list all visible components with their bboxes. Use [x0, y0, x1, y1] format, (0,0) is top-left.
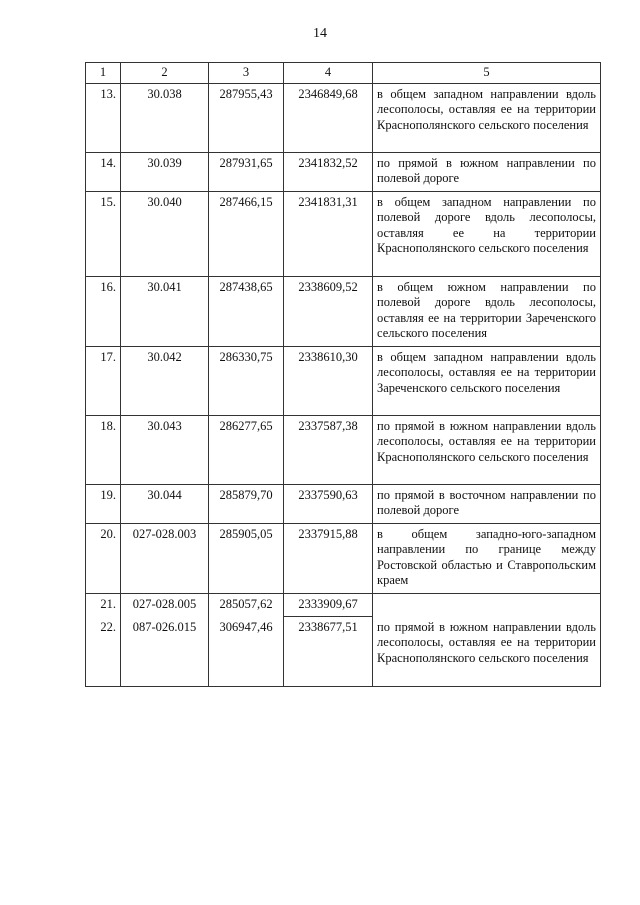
- boundary-description: по прямой в южном направлении вдоль лесополосы, оставляя ее на территории Краснополянского сельского поселения: [373, 415, 601, 484]
- coord-y: 2341832,52: [284, 152, 373, 191]
- header-cell: 3: [209, 63, 284, 84]
- coord-x: 286277,65: [209, 415, 284, 484]
- coord-x: 287466,15: [209, 191, 284, 276]
- boundary-description: в общем южном направлении по полевой дороге вдоль лесополосы, оставляя ее на территории Зареченского сельского поселения: [373, 276, 601, 346]
- boundary-description: по прямой в восточном направлении по полевой дороге: [373, 484, 601, 523]
- coord-x: 287931,65: [209, 152, 284, 191]
- table-header-row: [86, 63, 601, 84]
- row-number: 20.: [86, 523, 121, 593]
- boundary-description: в общем западном направлении по полевой дороге вдоль лесополосы, оставляя ее на территории Краснополянского сельского поселения: [373, 191, 601, 276]
- row-number: 19.: [86, 484, 121, 523]
- boundary-description: по прямой в южном направлении по полевой дороге: [373, 152, 601, 191]
- point-id: 027-028.005: [121, 593, 209, 617]
- coord-y: 2341831,31: [284, 191, 373, 276]
- boundary-description: в общем западном направлении вдоль лесополосы, оставляя ее на территории Зареченского сельского поселения: [373, 346, 601, 415]
- table-row: [86, 152, 601, 191]
- table-row: [86, 523, 601, 593]
- header-cell: 1: [86, 63, 121, 84]
- table-row: [86, 415, 601, 484]
- coord-x: 287955,43: [209, 83, 284, 152]
- row-number: 22.: [86, 617, 121, 687]
- boundary-description: в общем западном направлении вдоль лесополосы, оставляя ее на территории Краснополянского сельского поселения: [373, 83, 601, 152]
- point-id: 30.041: [121, 276, 209, 346]
- row-number: 16.: [86, 276, 121, 346]
- coord-x: 286330,75: [209, 346, 284, 415]
- table-row: [86, 617, 601, 687]
- row-number: 13.: [86, 83, 121, 152]
- coord-y: 2338609,52: [284, 276, 373, 346]
- boundary-description: в общем западно-юго-западном направлении по границе между Ростовской областью и Ставропольским краем: [373, 523, 601, 593]
- row-number: 17.: [86, 346, 121, 415]
- point-id: 027-028.003: [121, 523, 209, 593]
- point-id: 30.043: [121, 415, 209, 484]
- table-row: [86, 484, 601, 523]
- table-row: [86, 346, 601, 415]
- boundary-description: по прямой в южном направлении вдоль лесополосы, оставляя ее на территории Краснополянского сельского поселения: [373, 617, 601, 687]
- table-row: [86, 593, 601, 617]
- row-number: 18.: [86, 415, 121, 484]
- point-id: 30.042: [121, 346, 209, 415]
- boundary-points-table: [85, 62, 601, 687]
- table-row: [86, 276, 601, 346]
- coord-y: 2333909,67: [284, 593, 373, 617]
- header-cell: 2: [121, 63, 209, 84]
- coord-x: 287438,65: [209, 276, 284, 346]
- coord-y: 2337915,88: [284, 523, 373, 593]
- coord-x: 306947,46: [209, 617, 284, 687]
- coord-y: 2337590,63: [284, 484, 373, 523]
- point-id: 30.038: [121, 83, 209, 152]
- table-row: [86, 83, 601, 152]
- row-number: 15.: [86, 191, 121, 276]
- row-number: 21.: [86, 593, 121, 617]
- point-id: 30.040: [121, 191, 209, 276]
- coord-y: 2338610,30: [284, 346, 373, 415]
- header-cell: 4: [284, 63, 373, 84]
- point-id: 087-026.015: [121, 617, 209, 687]
- table-row: [86, 191, 601, 276]
- coord-y: 2337587,38: [284, 415, 373, 484]
- coord-x: 285905,05: [209, 523, 284, 593]
- coord-x: 285057,62: [209, 593, 284, 617]
- page-number: 14: [313, 26, 327, 41]
- boundary-description: [373, 593, 601, 617]
- row-number: 14.: [86, 152, 121, 191]
- coord-y: 2338677,51: [284, 617, 373, 687]
- coord-y: 2346849,68: [284, 83, 373, 152]
- point-id: 30.044: [121, 484, 209, 523]
- header-cell: 5: [373, 63, 601, 84]
- coord-x: 285879,70: [209, 484, 284, 523]
- point-id: 30.039: [121, 152, 209, 191]
